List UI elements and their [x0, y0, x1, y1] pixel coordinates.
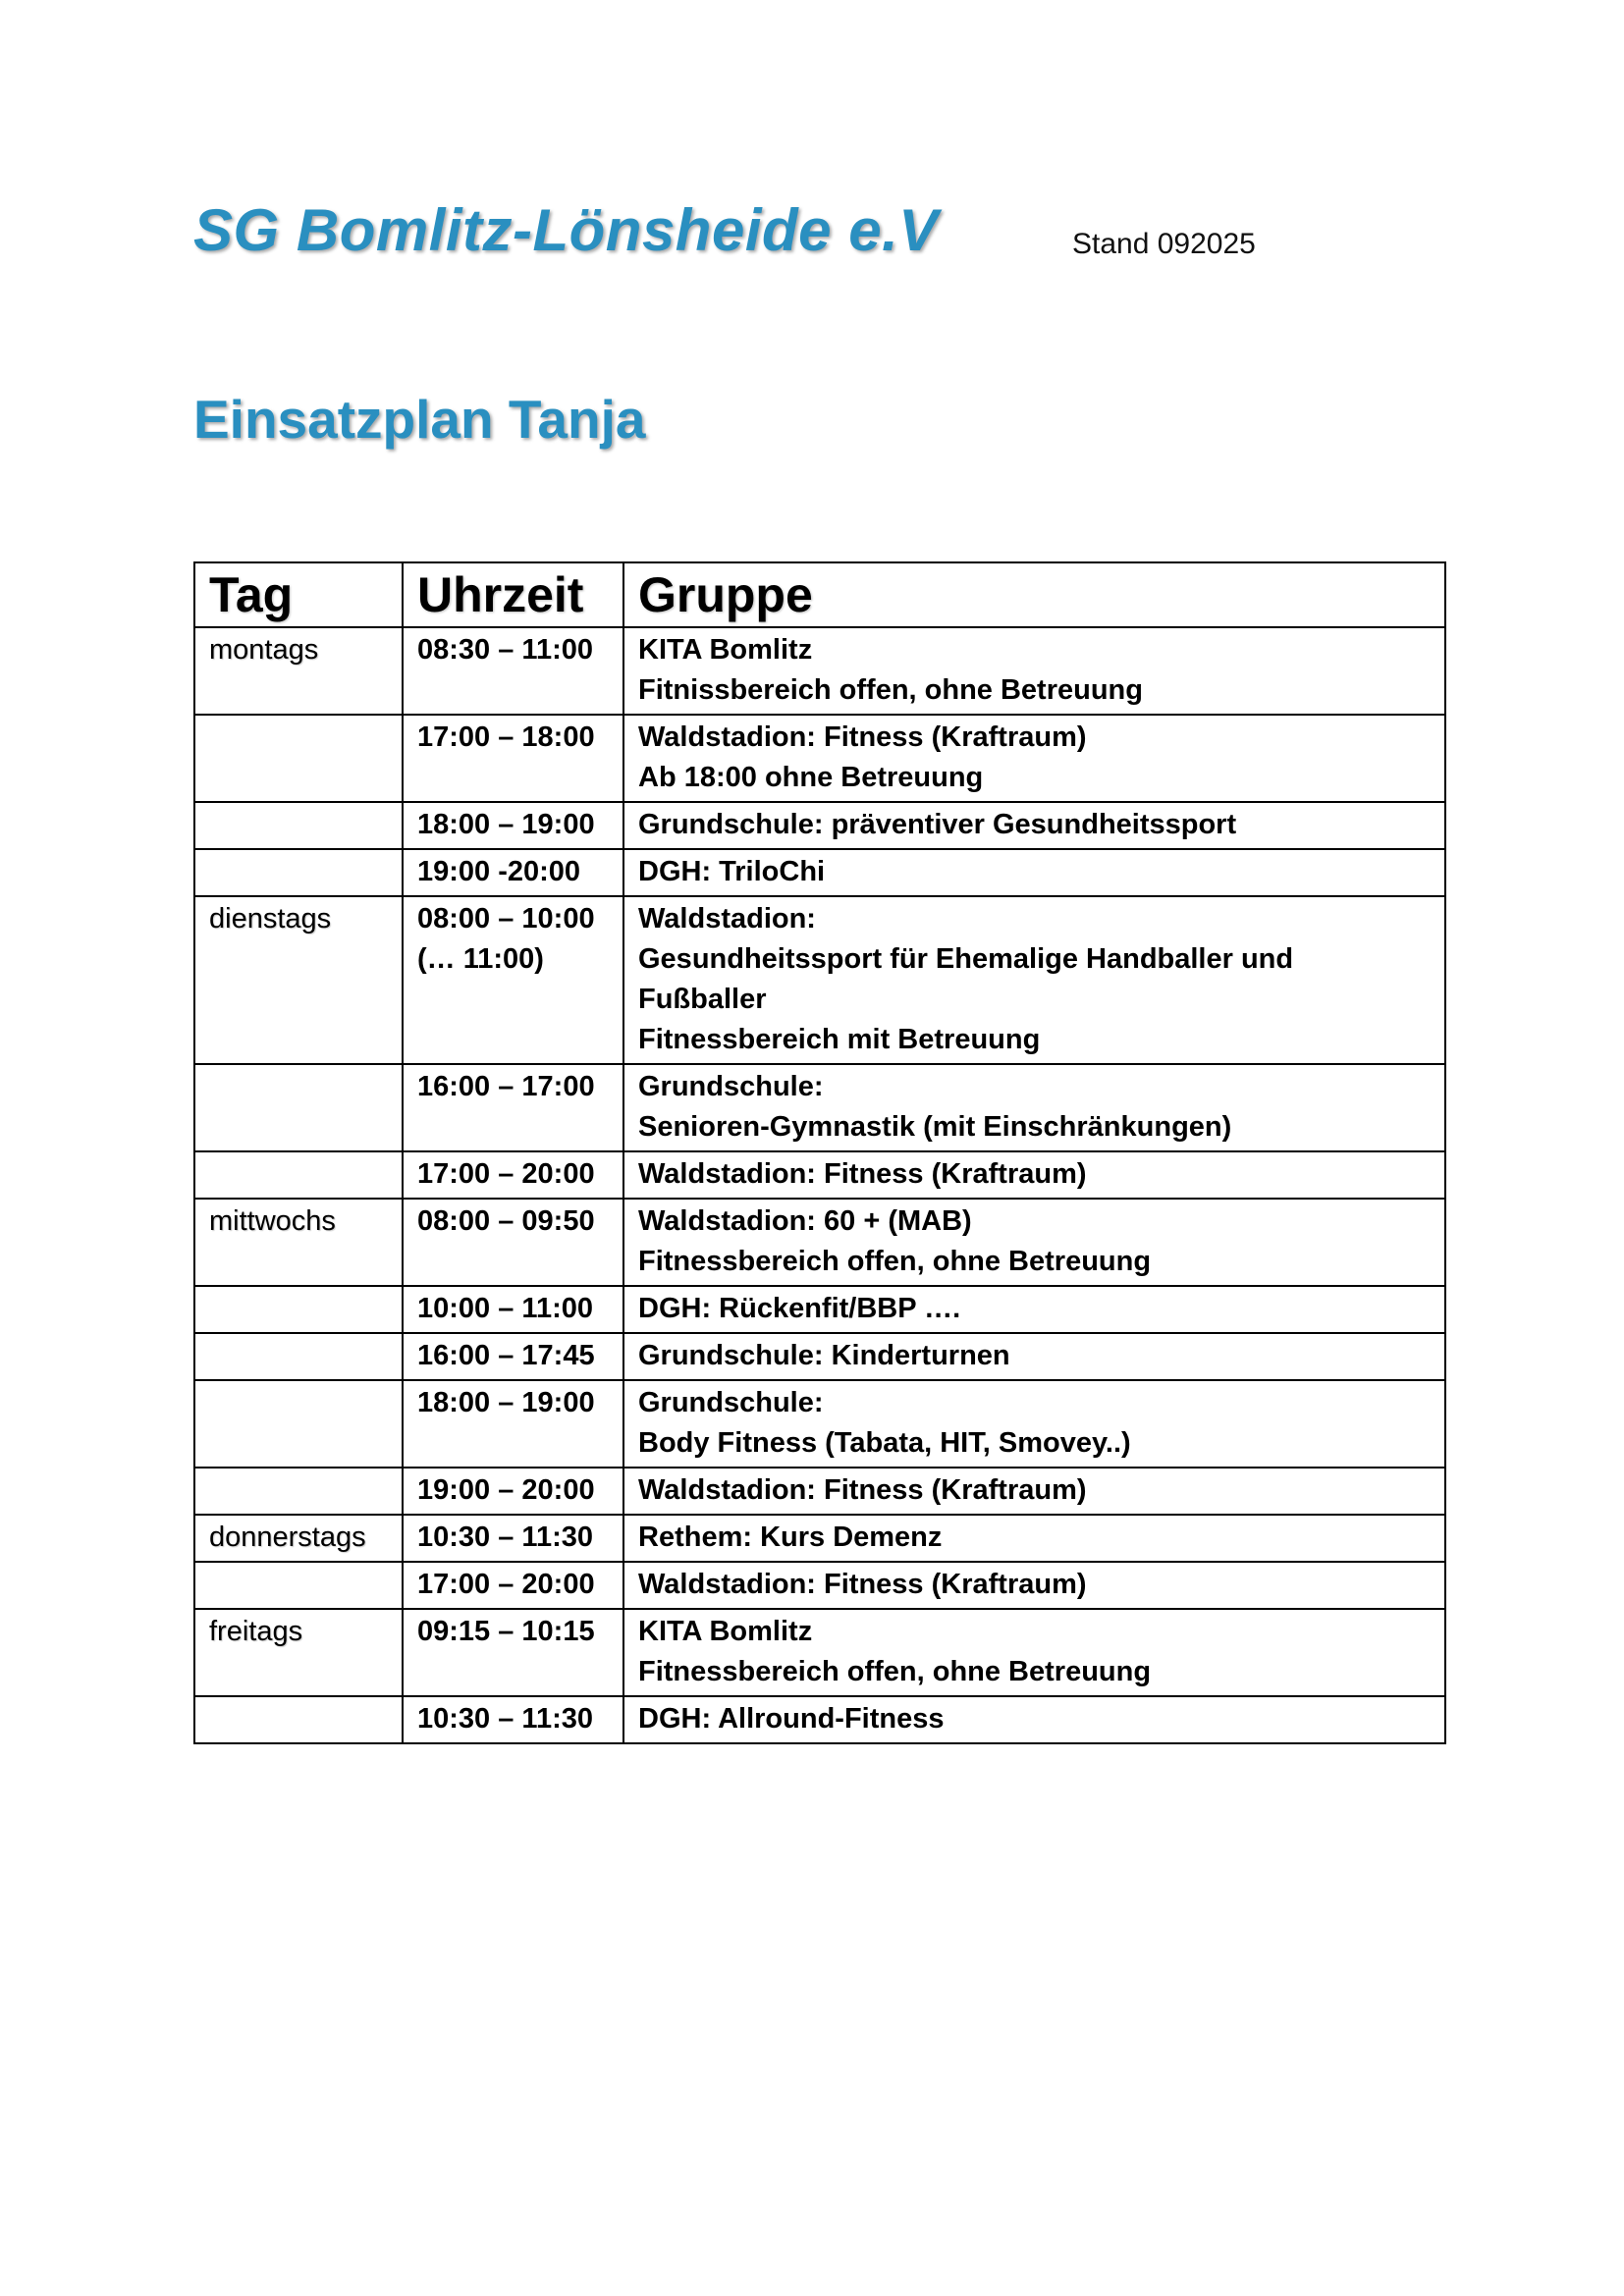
gruppe-line: Grundschule:: [638, 1387, 824, 1418]
plan-title: Einsatzplan Tanja: [193, 389, 646, 450]
gruppe-line: KITA Bomlitz: [638, 634, 813, 666]
cell-gruppe: [623, 849, 1445, 896]
cell-gruppe: [623, 1333, 1445, 1380]
gruppe-line: KITA Bomlitz: [638, 1616, 813, 1647]
table-row: [194, 1609, 1445, 1696]
table-row: [194, 715, 1445, 802]
gruppe-line: Waldstadion:: [638, 903, 816, 934]
table-row: [194, 1286, 1445, 1333]
cell-tag: [194, 802, 403, 849]
uhrzeit-line: (… 11:00): [417, 943, 544, 975]
cell-gruppe: [623, 896, 1445, 1064]
uhrzeit-line: 08:30 – 11:00: [417, 634, 593, 666]
cell-uhrzeit: [403, 1609, 623, 1696]
cell-gruppe: [623, 1468, 1445, 1515]
uhrzeit-line: 08:00 – 09:50: [417, 1205, 595, 1237]
uhrzeit-line: 18:00 – 19:00: [417, 1387, 595, 1418]
column-header-tag: Tag: [194, 562, 403, 627]
cell-uhrzeit: [403, 1696, 623, 1743]
cell-tag: [194, 1151, 403, 1199]
cell-gruppe: [623, 715, 1445, 802]
table-header-row: [194, 562, 1445, 627]
cell-tag: donnerstags: [194, 1515, 403, 1562]
column-header-uhrzeit: Uhrzeit: [403, 562, 623, 627]
gruppe-line: DGH: Rückenfit/BBP ….: [638, 1293, 961, 1324]
cell-tag: [194, 1286, 403, 1333]
gruppe-line: Fitnessbereich mit Betreuung: [638, 1024, 1041, 1055]
club-title: SG Bomlitz-Lönsheide e.V: [193, 197, 939, 263]
gruppe-line: Waldstadion: 60 + (MAB): [638, 1205, 972, 1237]
gruppe-line: Grundschule: präventiver Gesundheitssport: [638, 809, 1237, 840]
cell-uhrzeit: [403, 1199, 623, 1286]
schedule-table: [193, 561, 1446, 1744]
uhrzeit-line: 19:00 -20:00: [417, 856, 581, 887]
uhrzeit-line: 17:00 – 20:00: [417, 1158, 595, 1190]
uhrzeit-line: 10:30 – 11:30: [417, 1703, 593, 1735]
table-row: [194, 1562, 1445, 1609]
gruppe-line: DGH: Allround-Fitness: [638, 1703, 945, 1735]
gruppe-line: DGH: TriloChi: [638, 856, 826, 887]
cell-gruppe: [623, 1515, 1445, 1562]
cell-gruppe: [623, 1609, 1445, 1696]
stand-date: Stand 092025: [1072, 228, 1256, 260]
uhrzeit-line: 17:00 – 20:00: [417, 1569, 595, 1600]
cell-uhrzeit: [403, 896, 623, 1064]
table-row: [194, 1468, 1445, 1515]
cell-uhrzeit: [403, 1380, 623, 1468]
gruppe-line: Gesundheitssport für Ehemalige Handballer und: [638, 943, 1294, 975]
gruppe-line: Waldstadion: Fitness (Kraftraum): [638, 1569, 1087, 1600]
cell-tag: [194, 1380, 403, 1468]
uhrzeit-line: 17:00 – 18:00: [417, 721, 595, 753]
cell-tag: [194, 1696, 403, 1743]
gruppe-line: Grundschule:: [638, 1071, 824, 1102]
table-row: [194, 1696, 1445, 1743]
uhrzeit-line: 19:00 – 20:00: [417, 1474, 595, 1506]
table-row: [194, 1151, 1445, 1199]
cell-tag: [194, 849, 403, 896]
gruppe-line: Fitnessbereich offen, ohne Betreuung: [638, 1246, 1152, 1277]
gruppe-line: Fitnissbereich offen, ohne Betreuung: [638, 674, 1143, 706]
cell-gruppe: [623, 1562, 1445, 1609]
cell-uhrzeit: [403, 715, 623, 802]
cell-uhrzeit: [403, 849, 623, 896]
gruppe-line: Rethem: Kurs Demenz: [638, 1522, 943, 1553]
cell-gruppe: [623, 1151, 1445, 1199]
cell-uhrzeit: [403, 1151, 623, 1199]
uhrzeit-line: 18:00 – 19:00: [417, 809, 595, 840]
table-row: [194, 1515, 1445, 1562]
cell-uhrzeit: [403, 1468, 623, 1515]
cell-gruppe: [623, 1064, 1445, 1151]
uhrzeit-line: 10:00 – 11:00: [417, 1293, 593, 1324]
table-row: [194, 1333, 1445, 1380]
table-row: [194, 802, 1445, 849]
cell-uhrzeit: [403, 1286, 623, 1333]
uhrzeit-line: 09:15 – 10:15: [417, 1616, 595, 1647]
cell-uhrzeit: [403, 802, 623, 849]
cell-gruppe: [623, 1696, 1445, 1743]
cell-tag: [194, 1468, 403, 1515]
cell-gruppe: [623, 1199, 1445, 1286]
cell-tag: montags: [194, 627, 403, 715]
table-row: [194, 1199, 1445, 1286]
uhrzeit-line: 08:00 – 10:00: [417, 903, 595, 934]
cell-tag: [194, 715, 403, 802]
column-header-gruppe: Gruppe: [623, 562, 1445, 627]
table-row: [194, 1380, 1445, 1468]
gruppe-line: Waldstadion: Fitness (Kraftraum): [638, 1158, 1087, 1190]
cell-tag: freitags: [194, 1609, 403, 1696]
cell-uhrzeit: [403, 1515, 623, 1562]
gruppe-line: Body Fitness (Tabata, HIT, Smovey..): [638, 1427, 1131, 1459]
gruppe-line: Waldstadion: Fitness (Kraftraum): [638, 1474, 1087, 1506]
cell-uhrzeit: [403, 1333, 623, 1380]
cell-tag: [194, 1562, 403, 1609]
table-row: [194, 849, 1445, 896]
table-row: [194, 627, 1445, 715]
uhrzeit-line: 16:00 – 17:00: [417, 1071, 595, 1102]
gruppe-line: Senioren-Gymnastik (mit Einschränkungen): [638, 1111, 1232, 1143]
gruppe-line: Waldstadion: Fitness (Kraftraum): [638, 721, 1087, 753]
cell-gruppe: [623, 627, 1445, 715]
cell-gruppe: [623, 1286, 1445, 1333]
gruppe-line: Fitnessbereich offen, ohne Betreuung: [638, 1656, 1152, 1687]
schedule-body: [194, 627, 1445, 1743]
cell-tag: [194, 1064, 403, 1151]
cell-tag: dienstags: [194, 896, 403, 1064]
gruppe-line: Ab 18:00 ohne Betreuung: [638, 762, 984, 793]
cell-gruppe: [623, 802, 1445, 849]
table-row: [194, 896, 1445, 1064]
table-row: [194, 1064, 1445, 1151]
gruppe-line: Fußballer: [638, 984, 767, 1015]
uhrzeit-line: 16:00 – 17:45: [417, 1340, 595, 1371]
cell-tag: mittwochs: [194, 1199, 403, 1286]
cell-uhrzeit: [403, 1064, 623, 1151]
gruppe-line: Grundschule: Kinderturnen: [638, 1340, 1010, 1371]
cell-uhrzeit: [403, 627, 623, 715]
cell-tag: [194, 1333, 403, 1380]
uhrzeit-line: 10:30 – 11:30: [417, 1522, 593, 1553]
cell-gruppe: [623, 1380, 1445, 1468]
cell-uhrzeit: [403, 1562, 623, 1609]
